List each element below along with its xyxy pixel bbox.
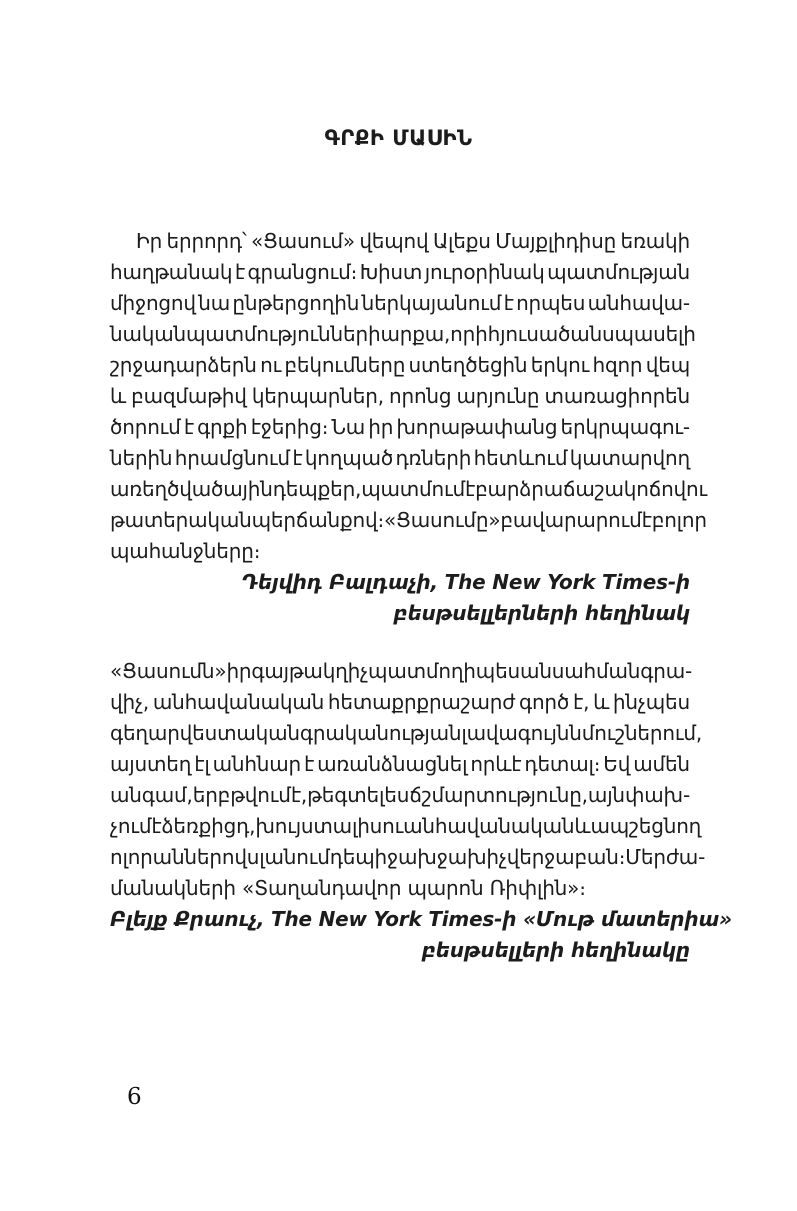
review-line: անգամ, երբ թվում է, թե գտել ես ճշմարտությունը, այն փախ- (110, 783, 690, 807)
review-1-attribution (110, 567, 690, 629)
page-number: 6 (127, 1084, 142, 1110)
review-line: շրջադարձերն ու բեկումները ստեղծեցին երկու հզոր վեպ (110, 353, 690, 377)
review-line: ծորում է գրքի էջերից։ Նա իր խորաթափանց երկրպագու- (110, 415, 690, 439)
review-line: չում է ձեռքիցդ, խույս տալիս ու անհավանական և ապշեցնող (110, 814, 702, 838)
review-line: առեղծվածային դեպքեր, պատմում է բարձրաճաշակ ոճով ու (110, 477, 707, 501)
review-line: մանակների «Տաղանդավոր պարոն Ռիփլին»։ (110, 876, 586, 900)
review-line: թատերական պերճանքով։ «Ցասումը» բավարարում է բոլոր (110, 508, 707, 532)
attribution-line: Դեյվիդ Բալդաչի, The New York Times-ի (241, 570, 690, 594)
review-line: պահանջները։ (110, 539, 261, 563)
review-line: և բազմաթիվ կերպարներ, որոնց արյունը տառացիորեն (110, 384, 690, 408)
review-line: վիչ, անհավանական հետաքրքրաշարժ գործ է, և ինչպես (110, 690, 690, 714)
review-line: նական պատմությունների արքա, որի հյուսած անսպասելի (110, 322, 696, 346)
attribution-line: բեսթսելլերի հեղինակը (421, 938, 690, 962)
review-line: «Ցասումն» իր գայթակղիչ պատմողի պես անսահման գրա- (110, 659, 692, 683)
review-2-attribution (110, 904, 732, 966)
review-line: ոլորաններով սլանում դեպի ջախջախիչ վերջաբան։ Մեր ժա- (110, 845, 706, 869)
attribution-line: Բլեյք Քրաուչ, The New York Times-ի «Մութ մատերիա» (110, 907, 732, 931)
review-2-text (110, 656, 706, 904)
review-line: միջոցով նա ընթերցողին ներկայանում է որպես անհավա- (110, 291, 690, 315)
review-line: հաղթանակ է գրանցում։ Խիստ յուրօրինակ պատմության (110, 260, 690, 284)
review-line: այստեղ էլ անհնար է առանձնացնել որևէ դետալ։ Եվ ամեն (110, 752, 690, 776)
review-line: գեղարվեստական գրականության լավագույն նմուշներում, (110, 721, 702, 745)
review-line: Իր երրորդ՝ «Ցասում» վեպով Ալեքս Մայքլիդիսը եռակի (136, 229, 690, 253)
section-title: ԳՐՔԻ ՄԱՍԻՆ (324, 126, 473, 150)
attribution-line: բեսթսելլերների հեղինակ (393, 601, 690, 625)
review-line: ներին հրամցնում է կողպած դռների հետևում կատարվող (110, 446, 690, 470)
review-1-text (110, 226, 707, 567)
